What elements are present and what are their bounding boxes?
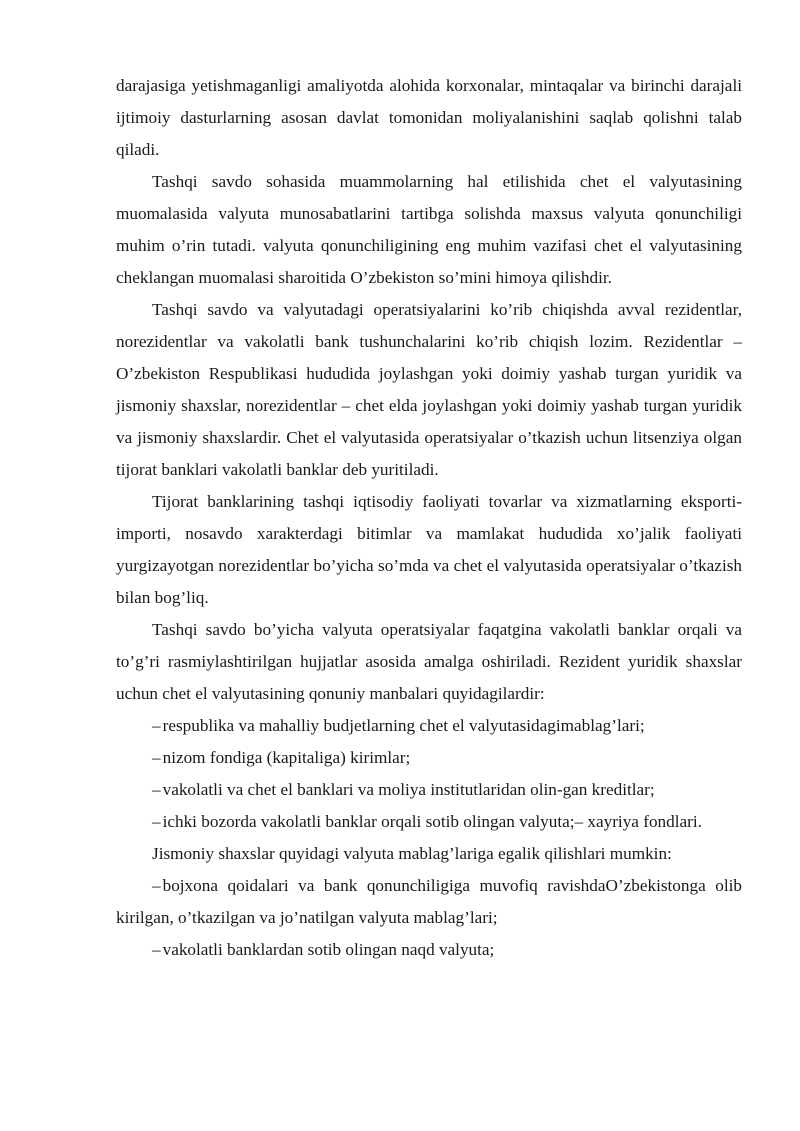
document-page (116, 70, 742, 966)
dash-marker: – (152, 940, 161, 959)
list-item-text: respublika va mahalliy budjetlarning chet el valyutasidagimablag’lari; (162, 716, 645, 735)
list-item-text: nizom fondiga (kapitaliga) kirimlar; (162, 748, 411, 767)
list-item-domestic-market (116, 806, 742, 838)
paragraph-residents-definition: Tashqi savdo va valyutadagi operatsiyalarini ko’rib chiqishda avval rezidentlar, norezidentlar va vakolatli bank tushunchalarini ko’rib chiqish lozim. Rezidentlar – O’zbekiston Respublikasi hududida joylashgan yoki doimiy yashab turgan yuridik va jismoniy shaxslar, norezidentlar – chet elda joylashgan yoki doimiy yashab turgan yuridik va jismoniy shaxslardir. Chet el valyutasida operatsiyalar o’tkazish uchun litsenziya olgan tijorat banklari vakolatli banklar deb yuritiladi. (116, 300, 742, 479)
paragraph-individuals-intro: Jismoniy shaxslar quyidagi valyuta mablag’lariga egalik qilishlari mumkin: (152, 844, 672, 863)
list-item-text: vakolatli va chet el banklari va moliya institutlaridan olin-gan kreditlar; (162, 780, 655, 799)
dash-marker: – (152, 748, 161, 767)
list-item-charter-fund (116, 742, 742, 774)
list-item-customs-imported (116, 870, 742, 934)
list-item-budget-funds (116, 710, 742, 742)
paragraph-legal-sources-intro: Tashqi savdo bo’yicha valyuta operatsiyalar faqatgina vakolatli banklar orqali va to’g’ri rasmiylashtirilgan hujjatlar asosida amalga oshiriladi. Rezident yuridik shaxslar uchun chet el valyutasining qonuniy manbalari quyidagilardir: (116, 620, 742, 703)
paragraph-bank-activity: Tijorat banklarining tashqi iqtisodiy faoliyati tovarlar va xizmatlarning eksporti-importi, nosavdo xarakterdagi bitimlar va mamlakat hududida xo’jalik faoliyati yurgizayotgan norezidentlar bo’yicha so’mda va chet el valyutasida operatsiyalar o’tkazish bilan bog’liq. (116, 492, 742, 607)
dash-marker: – (152, 876, 161, 895)
list-item-cash-currency (116, 934, 742, 966)
dash-marker: – (152, 780, 161, 799)
list-item-text: vakolatli banklardan sotib olingan naqd valyuta; (162, 940, 495, 959)
list-item-text: ichki bozorda vakolatli banklar orqali sotib olingan valyuta;– xayriya fondlari. (162, 812, 702, 831)
list-item-credits (116, 774, 742, 806)
paragraph-currency-legislation: Tashqi savdo sohasida muammolarning hal etilishida chet el valyutasining muomalasida valyuta munosabatlarini tartibga solishda maxsus valyuta qonunchiligi muhim o’rin tutadi. valyuta qonunchiligining eng muhim vazifasi chet el valyutasining cheklangan muomalasi sharoitida O’zbekiston so’mini himoya qilishdir. (116, 172, 742, 287)
dash-marker: – (152, 812, 161, 831)
paragraph-continuation: darajasiga yetishmaganligi amaliyotda alohida korxonalar, mintaqalar va birinchi darajali ijtimoiy dasturlarning asosan davlat tomonidan moliyalanishini saqlab qolishni talab qiladi. (116, 76, 742, 159)
list-item-text: bojxona qoidalari va bank qonunchiligiga muvofiq ravishdaO’zbekistonga olib kirilgan, o’tkazilgan va jo’natilgan valyuta mablag’lari; (116, 876, 742, 927)
dash-marker: – (152, 716, 161, 735)
